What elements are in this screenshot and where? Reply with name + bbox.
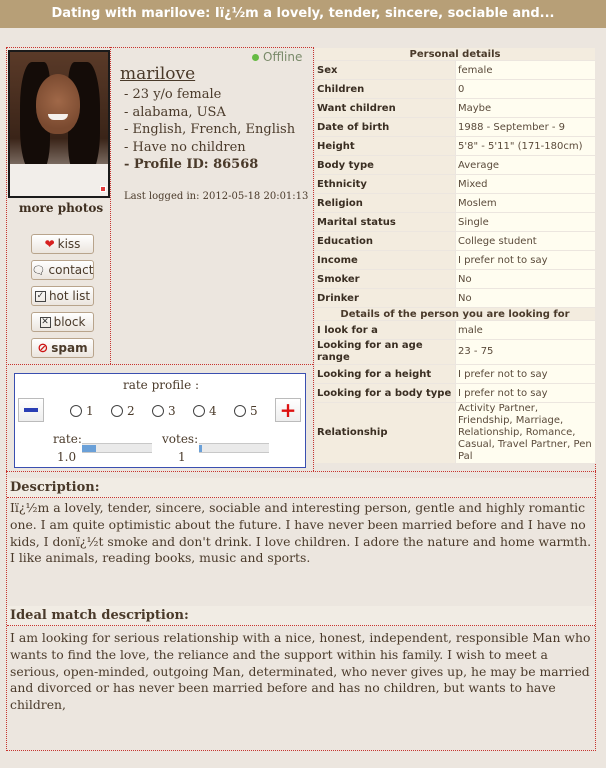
- description-heading: Description:: [7, 478, 595, 498]
- radio-icon: [234, 405, 246, 417]
- detail-key: Income: [315, 251, 456, 270]
- rate-option-4[interactable]: [193, 404, 217, 418]
- detail-key: Looking for a body type: [315, 384, 456, 403]
- heart-icon: ❤: [44, 237, 55, 251]
- rate-bar: [82, 443, 152, 453]
- hotlist-button[interactable]: [31, 286, 94, 306]
- detail-row: [315, 403, 596, 464]
- detail-key: Smoker: [315, 270, 456, 289]
- detail-key: I look for a: [315, 321, 456, 340]
- online-status: [252, 50, 302, 64]
- detail-value: 0: [456, 80, 596, 99]
- detail-row: [315, 80, 596, 99]
- detail-value: Single: [456, 213, 596, 232]
- detail-key: Looking for a height: [315, 365, 456, 384]
- ideal-match-heading: Ideal match description:: [7, 606, 595, 626]
- rate-option-5[interactable]: [234, 404, 258, 418]
- hotlist-label: hot list: [48, 289, 91, 303]
- detail-key: Body type: [315, 156, 456, 175]
- detail-value: female: [456, 61, 596, 80]
- kiss-label: kiss: [57, 237, 81, 251]
- divider: [6, 364, 313, 365]
- last-logged-in: Last logged in: 2012-05-18 20:01:13: [124, 191, 309, 202]
- languages: - English, French, English: [124, 122, 296, 137]
- detail-row: [315, 156, 596, 175]
- rate-option-label: 4: [209, 404, 217, 418]
- detail-row: [315, 270, 596, 289]
- profile-facts: [124, 86, 295, 174]
- rate-profile-panel: [14, 373, 306, 468]
- profile-id: - Profile ID: 86568: [124, 157, 259, 172]
- page-title: Dating with marilove: Iï¿½m a lovely, tender, sincere, sociable and...: [0, 0, 606, 28]
- rate-option-3[interactable]: [152, 404, 176, 418]
- detail-value: I prefer not to say: [456, 251, 596, 270]
- details-section-header: [315, 308, 596, 321]
- detail-value: Activity Partner, Friendship, Marriage, Relationship, Romance, Casual, Travel Partner, Pen Pal: [456, 403, 596, 464]
- kiss-button[interactable]: [31, 234, 94, 254]
- radio-icon: [152, 405, 164, 417]
- rate-option-2[interactable]: [111, 404, 135, 418]
- detail-row: [315, 232, 596, 251]
- status-dot-icon: [252, 54, 259, 61]
- detail-row: [315, 365, 596, 384]
- details-section-header: [315, 48, 596, 61]
- detail-value: I prefer not to say: [456, 365, 596, 384]
- detail-value: I prefer not to say: [456, 384, 596, 403]
- photo-face: [36, 74, 80, 134]
- detail-key: Sex: [315, 61, 456, 80]
- detail-key: Ethnicity: [315, 175, 456, 194]
- rate-title: rate profile :: [122, 378, 200, 392]
- block-label: block: [53, 315, 86, 329]
- photo-smile: [48, 114, 68, 120]
- detail-value: 1988 - September - 9: [456, 118, 596, 137]
- detail-value: No: [456, 270, 596, 289]
- rate-plus-button[interactable]: [275, 398, 301, 422]
- detail-key: Drinker: [315, 289, 456, 308]
- chat-bubble-icon: 🗨: [31, 263, 46, 277]
- detail-row: [315, 384, 596, 403]
- profile-name-link[interactable]: marilove: [120, 64, 196, 84]
- section-title: Details of the person you are looking for: [315, 308, 596, 321]
- ban-icon: ⊘: [37, 340, 49, 356]
- section-title: Personal details: [315, 48, 596, 61]
- minus-icon: [24, 408, 38, 412]
- age-gender: - 23 y/o female: [124, 87, 222, 102]
- detail-row: [315, 61, 596, 80]
- detail-key: Relationship: [315, 403, 456, 464]
- detail-value: Average: [456, 156, 596, 175]
- detail-key: Religion: [315, 194, 456, 213]
- detail-row: [315, 213, 596, 232]
- detail-value: Mixed: [456, 175, 596, 194]
- rate-bar-fill: [82, 445, 96, 452]
- detail-value: College student: [456, 232, 596, 251]
- votes-bar: [199, 443, 269, 453]
- detail-value: Moslem: [456, 194, 596, 213]
- checkbox-icon: ✓: [36, 290, 45, 301]
- rate-option-1[interactable]: [70, 404, 94, 418]
- detail-row: [315, 99, 596, 118]
- detail-row: [315, 289, 596, 308]
- details-table: [314, 47, 596, 464]
- photo-shirt: [10, 164, 110, 198]
- detail-row: [315, 340, 596, 365]
- detail-key: Marital status: [315, 213, 456, 232]
- contact-label: contact: [48, 263, 94, 277]
- rate-value: 1.0: [57, 450, 77, 464]
- ideal-match-text: I am looking for serious relationship with a nice, honest, independent, responsible Man who wants to find the love, the reliance and the support within his family. I wish to meet a serious, open-minded, outgoing Man, determinated, who never gives up, he may be married and divorced or has never been married before and has no children, but wants to have children,: [10, 630, 591, 713]
- detail-key: Height: [315, 137, 456, 156]
- status-text: Offline: [263, 50, 303, 64]
- detail-key: Want children: [315, 99, 456, 118]
- profile-photo[interactable]: [8, 50, 110, 198]
- votes-value: 1: [178, 450, 186, 464]
- radio-icon: [193, 405, 205, 417]
- rate-minus-button[interactable]: [18, 398, 44, 422]
- detail-key: Looking for an age range: [315, 340, 456, 365]
- detail-key: Education: [315, 232, 456, 251]
- detail-row: [315, 175, 596, 194]
- rate-option-label: 1: [86, 404, 94, 418]
- photo-indicator: [100, 186, 106, 192]
- block-button[interactable]: [31, 312, 94, 332]
- detail-key: Date of birth: [315, 118, 456, 137]
- votes-label: votes:: [162, 432, 199, 446]
- detail-row: [315, 118, 596, 137]
- rate-option-label: 5: [250, 404, 258, 418]
- rate-label: rate:: [53, 432, 82, 446]
- votes-bar-fill: [199, 445, 202, 452]
- description-text: Iï¿½m a lovely, tender, sincere, sociable and interesting person, gentle and highly romantic one. I am quite optimistic about the future. I have never been married before and I have no kids, I donï¿½t smoke and don't drink. I love children. I adore the nature and home warmth. I like animals, reading books, music and sports.: [10, 500, 592, 566]
- rate-option-label: 2: [127, 404, 135, 418]
- detail-value: No: [456, 289, 596, 308]
- detail-row: [315, 137, 596, 156]
- detail-row: [315, 321, 596, 340]
- location: - alabama, USA: [124, 104, 226, 120]
- plus-icon: +: [279, 398, 297, 422]
- detail-value: male: [456, 321, 596, 340]
- children-info: - Have no children: [124, 139, 246, 155]
- more-photos-link[interactable]: more photos: [18, 201, 104, 215]
- detail-key: Children: [315, 80, 456, 99]
- contact-button[interactable]: [31, 260, 94, 280]
- rate-option-label: 3: [168, 404, 176, 418]
- detail-value: Maybe: [456, 99, 596, 118]
- radio-icon: [111, 405, 123, 417]
- radio-icon: [70, 405, 82, 417]
- detail-value: 5'8" - 5'11" (171-180cm): [456, 137, 596, 156]
- spam-button[interactable]: [31, 338, 94, 358]
- detail-value: 23 - 75: [456, 340, 596, 365]
- spam-label: spam: [51, 341, 88, 355]
- detail-row: [315, 251, 596, 270]
- block-x-icon: ✕: [41, 316, 49, 327]
- divider: [6, 471, 596, 472]
- detail-row: [315, 194, 596, 213]
